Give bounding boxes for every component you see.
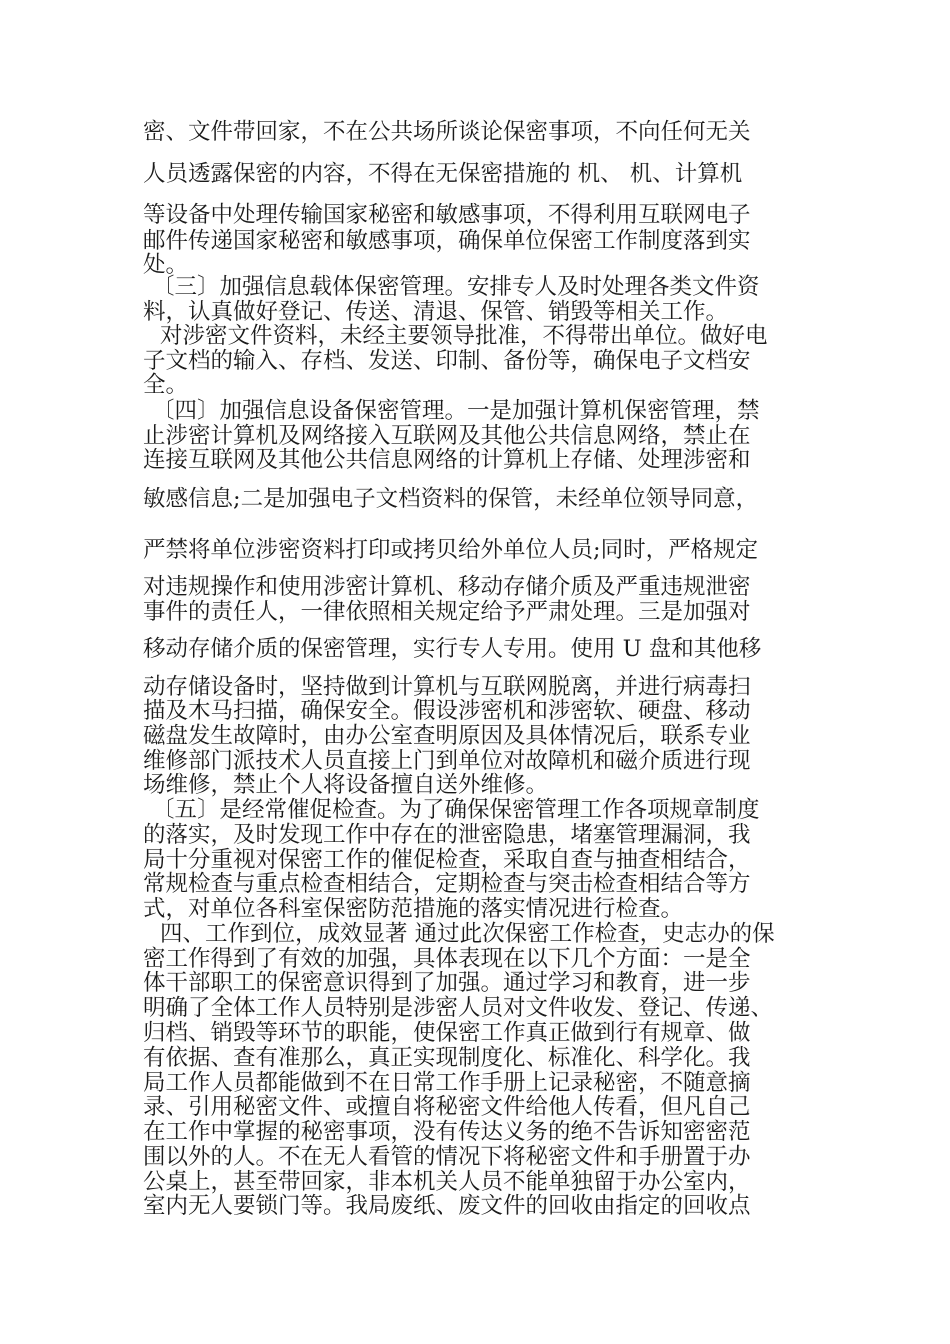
text-line: 邮件传递国家秘密和敏感事项，确保单位保密工作制度落到实 xyxy=(143,228,751,254)
text-line: 止涉密计算机及网络接入互联网及其他公共信息网络，禁止在 xyxy=(143,423,751,449)
text-line: 移动存储介质的保密管理，实行专人专用。使用 U 盘和其他移 xyxy=(143,636,762,662)
text-line: 公桌上，甚至带回家，非本机关人员不能单独留于办公室内， xyxy=(143,1169,751,1195)
text-line: 敏感信息;二是加强电子文档资料的保管，未经单位领导同意， xyxy=(143,486,759,512)
text-line: 式，对单位各科室保密防范措施的落实情况进行检查。 xyxy=(143,896,684,922)
text-line: 事件的责任人，一律依照相关规定给予严肃处理。三是加强对 xyxy=(143,599,751,625)
text-line: 场维修，禁止个人将设备擅自送外维修。 xyxy=(143,772,549,798)
text-line: 连接互联网及其他公共信息网络的计算机上存储、处理涉密和 xyxy=(143,447,751,473)
text-line: 围以外的人。不在无人看管的情况下将秘密文件和手册置于办 xyxy=(143,1144,751,1170)
text-line: 归档、销毁等环节的职能，使保密工作真正做到行有规章、做 xyxy=(143,1020,751,1046)
text-line: 室内无人要锁门等。我局废纸、废文件的回收由指定的回收点 xyxy=(143,1193,751,1219)
text-line: 处。 xyxy=(143,252,189,278)
text-line: 维修部门派技术人员直接上门到单位对故障机和磁介质进行现 xyxy=(143,748,751,774)
text-line: 等设备中处理传输国家秘密和敏感事项，不得利用互联网电子 xyxy=(143,202,751,228)
text-line: 严禁将单位涉密资料打印或拷贝给外单位人员;同时，严格规定 xyxy=(143,537,759,563)
text-line: 明确了全体工作人员特别是涉密人员对文件收发、登记、传递、 xyxy=(143,995,774,1021)
text-line: 子文档的输入、存档、发送、印制、备份等，确保电子文档安 xyxy=(143,348,751,374)
text-line: 人员透露保密的内容，不得在无保密措施的 机、 机、计算机 xyxy=(143,161,743,187)
text-line: 四、工作到位，成效显著 通过此次保密工作检查，史志办的保 xyxy=(160,921,775,947)
text-line: 在工作中掌握的秘密事项，没有传达义务的绝不告诉知密密范 xyxy=(143,1119,751,1145)
text-line: 对涉密文件资料，未经主要领导批准，不得带出单位。做好电 xyxy=(160,323,768,349)
text-line: 料，认真做好登记、传送、清退、保管、销毁等相关工作。 xyxy=(143,299,729,325)
text-line: 〔四〕加强信息设备保密管理。一是加强计算机保密管理，禁 xyxy=(152,398,760,424)
text-line: 录、引用秘密文件、或擅自将秘密文件给他人传看，但凡自己 xyxy=(143,1094,751,1120)
text-line: 密、文件带回家，不在公共场所谈论保密事项，不向任何无关 xyxy=(143,119,751,145)
text-line: 体干部职工的保密意识得到了加强。通过学习和教育，进一步 xyxy=(143,970,751,996)
text-line: 局工作人员都能做到不在日常工作手册上记录秘密，不随意摘 xyxy=(143,1070,751,1096)
text-line: 全。 xyxy=(143,372,189,398)
text-line: 动存储设备时，坚持做到计算机与互联网脱离，并进行病毒扫 xyxy=(143,674,751,700)
text-line: 密工作得到了有效的加强，具体表现在以下几个方面：一是全 xyxy=(143,946,751,972)
text-line: 描及木马扫描，确保安全。假设涉密机和涉密软、硬盘、移动 xyxy=(143,698,751,724)
text-line: 磁盘发生故障时，由办公室查明原因及具体情况后，联系专业 xyxy=(143,723,751,749)
text-line: 〔三〕加强信息载体保密管理。安排专人及时处理各类文件资 xyxy=(152,274,760,300)
text-line: 对违规操作和使用涉密计算机、移动存储介质及严重违规泄密 xyxy=(143,574,751,600)
text-line: 的落实，及时发现工作中存在的泄密隐患，堵塞管理漏洞，我 xyxy=(143,822,751,848)
text-line: 〔五〕是经常催促检查。为了确保保密管理工作各项规章制度 xyxy=(152,797,760,823)
text-line: 常规检查与重点检查相结合，定期检查与突击检查相结合等方 xyxy=(143,871,751,897)
text-line: 局十分重视对保密工作的催促检查，采取自查与抽查相结合， xyxy=(143,847,751,873)
text-line: 有依据、查有准那么，真正实现制度化、标准化、科学化。我 xyxy=(143,1045,751,1071)
